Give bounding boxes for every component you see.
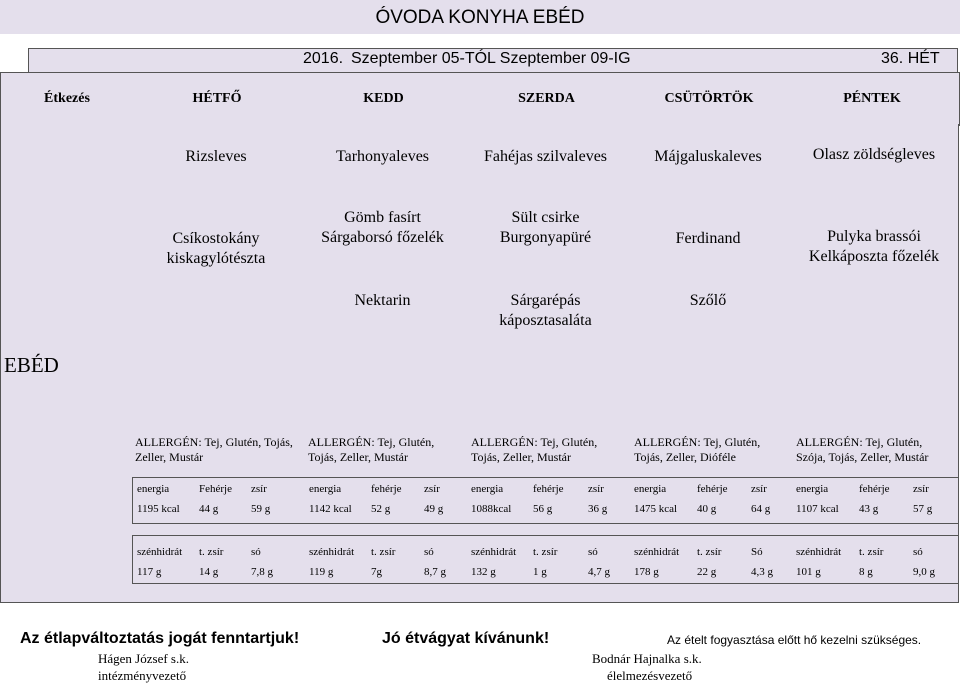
nutr-thu-h-carb: szénhidrát xyxy=(634,546,680,558)
side-wednesday-line2: káposztasaláta xyxy=(499,312,592,329)
allergen-friday-line1: ALLERGÉN: Tej, Glutén, xyxy=(796,435,923,449)
footer-appetite: Jó étvágyat kívánunk! xyxy=(382,630,550,647)
nutr-mon-v-fat: 59 g xyxy=(251,503,271,515)
main-wednesday xyxy=(465,208,626,248)
nutr-tue-v-satfat: 7g xyxy=(371,566,382,578)
nutr-wed-h-energy: energia xyxy=(471,483,504,495)
allergen-thursday-line1: ALLERGÉN: Tej, Glutén, xyxy=(634,435,761,449)
nutr-wed-h-fat: zsír xyxy=(588,483,604,495)
nutr-thu-v-energy: 1475 kcal xyxy=(634,503,678,515)
header-day-wednesday: SZERDA xyxy=(518,91,575,106)
week-range: Szeptember 05-TÓL Szeptember 09-IG xyxy=(351,50,631,67)
nutr-mon-h-protein: Fehérje xyxy=(199,483,232,495)
row-label-lunch: EBÉD xyxy=(4,353,59,377)
nutr-wed-h-salt: só xyxy=(588,546,598,558)
allergen-monday xyxy=(135,435,293,465)
nutr-fri-v-salt: 9,0 g xyxy=(913,566,935,578)
nutr-tue-h-carb: szénhidrát xyxy=(309,546,355,558)
main-friday xyxy=(790,227,958,267)
nutr-tue-h-fat: zsír xyxy=(424,483,440,495)
main-tuesday-line2: Sárgaborsó főzelék xyxy=(321,229,444,246)
nutr-wed-h-carb: szénhidrát xyxy=(471,546,517,558)
nutr-wed-v-energy: 1088kcal xyxy=(471,503,512,515)
nutr-fri-h-energy: energia xyxy=(796,483,829,495)
nutr-wed-v-protein: 56 g xyxy=(533,503,553,515)
nutr-wed-v-satfat: 1 g xyxy=(533,566,547,578)
nutr-fri-h-fat: zsír xyxy=(913,483,929,495)
main-friday-line2: Kelkáposzta főzelék xyxy=(808,248,940,265)
allergen-monday-line2: Zeller, Mustár xyxy=(135,450,204,464)
nutr-fri-h-carb: szénhidrát xyxy=(796,546,842,558)
nutr-thu-v-protein: 40 g xyxy=(697,503,717,515)
side-wednesday-line1: Sárgarépás xyxy=(510,292,581,309)
nutr-thu-h-salt: Só xyxy=(751,546,763,558)
soup-friday: Olasz zöldségleves xyxy=(812,146,936,163)
header-day-monday: HÉTFŐ xyxy=(192,91,242,106)
nutr-wed-v-carb: 132 g xyxy=(471,566,496,578)
nutr-mon-v-energy: 1195 kcal xyxy=(137,503,180,515)
footer-left-name: Hágen József s.k. xyxy=(98,651,189,666)
week-year: 2016. xyxy=(303,50,344,67)
nutr-thu-h-protein: fehérje xyxy=(697,483,728,495)
main-wednesday-line1: Sült csirke xyxy=(511,209,580,226)
soup-thursday: Májgaluskaleves xyxy=(654,148,762,165)
nutr-thu-v-carb: 178 g xyxy=(634,566,659,578)
allergen-friday-line2: Szója, Tojás, Zeller, Mustár xyxy=(796,450,929,464)
nutr-wed-v-salt: 4,7 g xyxy=(588,566,610,578)
allergen-tuesday-line1: ALLERGÉN: Tej, Glutén, xyxy=(308,435,435,449)
nutr-tue-h-salt: só xyxy=(424,546,434,558)
nutr-mon-v-carb: 117 g xyxy=(137,566,162,578)
header-day-friday: PÉNTEK xyxy=(843,91,901,106)
allergen-wednesday-line1: ALLERGÉN: Tej, Glutén, xyxy=(471,435,598,449)
nutr-fri-h-protein: fehérje xyxy=(859,483,890,495)
nutr-thu-v-satfat: 22 g xyxy=(697,566,717,578)
nutr-fri-v-fat: 57 g xyxy=(913,503,933,515)
soup-wednesday: Fahéjas szilvaleves xyxy=(483,148,608,165)
footer-left-role: intézményvezető xyxy=(98,668,187,683)
nutr-tue-v-fat: 49 g xyxy=(424,503,444,515)
nutr-fri-v-protein: 43 g xyxy=(859,503,879,515)
allergen-thursday xyxy=(634,435,760,465)
nutr-thu-h-satfat: t. zsír xyxy=(697,546,722,558)
page-title: ÓVODA KONYHA EBÉD xyxy=(0,0,960,34)
nutr-wed-h-protein: fehérje xyxy=(533,483,564,495)
main-friday-line1: Pulyka brassói xyxy=(827,228,921,245)
nutr-tue-h-satfat: t. zsír xyxy=(371,546,396,558)
nutr-mon-h-salt: só xyxy=(251,546,261,558)
main-tuesday-line1: Gömb fasírt xyxy=(344,209,421,226)
nutr-thu-v-salt: 4,3 g xyxy=(751,566,773,578)
nutr-mon-v-satfat: 14 g xyxy=(199,566,219,578)
nutr-fri-h-satfat: t. zsír xyxy=(859,546,884,558)
nutr-tue-v-salt: 8,7 g xyxy=(424,566,446,578)
nutr-thu-v-fat: 64 g xyxy=(751,503,771,515)
allergen-wednesday xyxy=(471,435,597,465)
side-tuesday: Nektarin xyxy=(354,292,411,309)
allergen-friday xyxy=(796,435,928,465)
nutr-tue-v-carb: 119 g xyxy=(309,566,334,578)
main-monday xyxy=(132,229,300,269)
main-wednesday-line2: Burgonyapüré xyxy=(499,229,592,246)
nutr-tue-v-protein: 52 g xyxy=(371,503,391,515)
footer-rights: Az étlapváltoztatás jogát fenntartjuk! xyxy=(20,630,300,647)
nutr-tue-h-protein: fehérje xyxy=(371,483,402,495)
week-banner xyxy=(28,48,958,73)
footer-right-role: élelmezésvezető xyxy=(607,668,693,683)
nutr-fri-v-satfat: 8 g xyxy=(859,566,873,578)
main-thursday-line1: Ferdinand xyxy=(675,230,741,247)
main-monday-line1: Csíkostokány xyxy=(172,230,260,247)
footer-notice: Az ételt fogyasztása előtt hő kezelni szükséges. xyxy=(667,633,922,647)
nutr-fri-v-carb: 101 g xyxy=(796,566,821,578)
nutr-fri-v-energy: 1107 kcal xyxy=(796,503,839,515)
side-wednesday xyxy=(465,291,626,331)
week-number: 36. HÉT xyxy=(881,50,940,67)
nutr-thu-h-fat: zsír xyxy=(751,483,767,495)
allergen-monday-line1: ALLERGÉN: Tej, Glutén, Tojás, xyxy=(135,435,293,449)
nutr-fri-h-salt: só xyxy=(913,546,923,558)
footer-right-name: Bodnár Hajnalka s.k. xyxy=(592,651,702,666)
nutr-mon-h-energy: energia xyxy=(137,483,170,495)
soup-monday: Rizsleves xyxy=(185,148,247,165)
menu-body xyxy=(0,124,958,602)
allergen-tuesday-line2: Tojás, Zeller, Mustár xyxy=(308,450,408,464)
allergen-wednesday-line2: Tojás, Zeller, Mustár xyxy=(471,450,571,464)
nutr-mon-v-salt: 7,8 g xyxy=(251,566,273,578)
header-day-tuesday: KEDD xyxy=(363,91,404,106)
nutr-mon-h-fat: zsír xyxy=(251,483,267,495)
allergen-thursday-line2: Tojás, Zeller, Dióféle xyxy=(634,450,736,464)
main-thursday xyxy=(626,229,790,249)
nutr-thu-h-energy: energia xyxy=(634,483,667,495)
header-meal: Étkezés xyxy=(44,91,90,106)
side-thursday: Szőlő xyxy=(689,292,727,309)
soup-tuesday: Tarhonyaleves xyxy=(335,148,430,165)
nutr-mon-h-carb: szénhidrát xyxy=(137,546,183,558)
nutr-wed-v-fat: 36 g xyxy=(588,503,608,515)
main-tuesday xyxy=(300,208,465,248)
header-day-thursday: CSÜTÖRTÖK xyxy=(664,91,754,106)
allergen-tuesday xyxy=(308,435,434,465)
nutr-tue-h-energy: energia xyxy=(309,483,342,495)
nutr-mon-h-satfat: t. zsír xyxy=(199,546,224,558)
main-monday-line2: kiskagylótészta xyxy=(166,250,266,267)
header-row xyxy=(0,72,960,126)
nutr-tue-v-energy: 1142 kcal xyxy=(309,503,352,515)
nutr-wed-h-satfat: t. zsír xyxy=(533,546,558,558)
nutr-mon-v-protein: 44 g xyxy=(199,503,219,515)
